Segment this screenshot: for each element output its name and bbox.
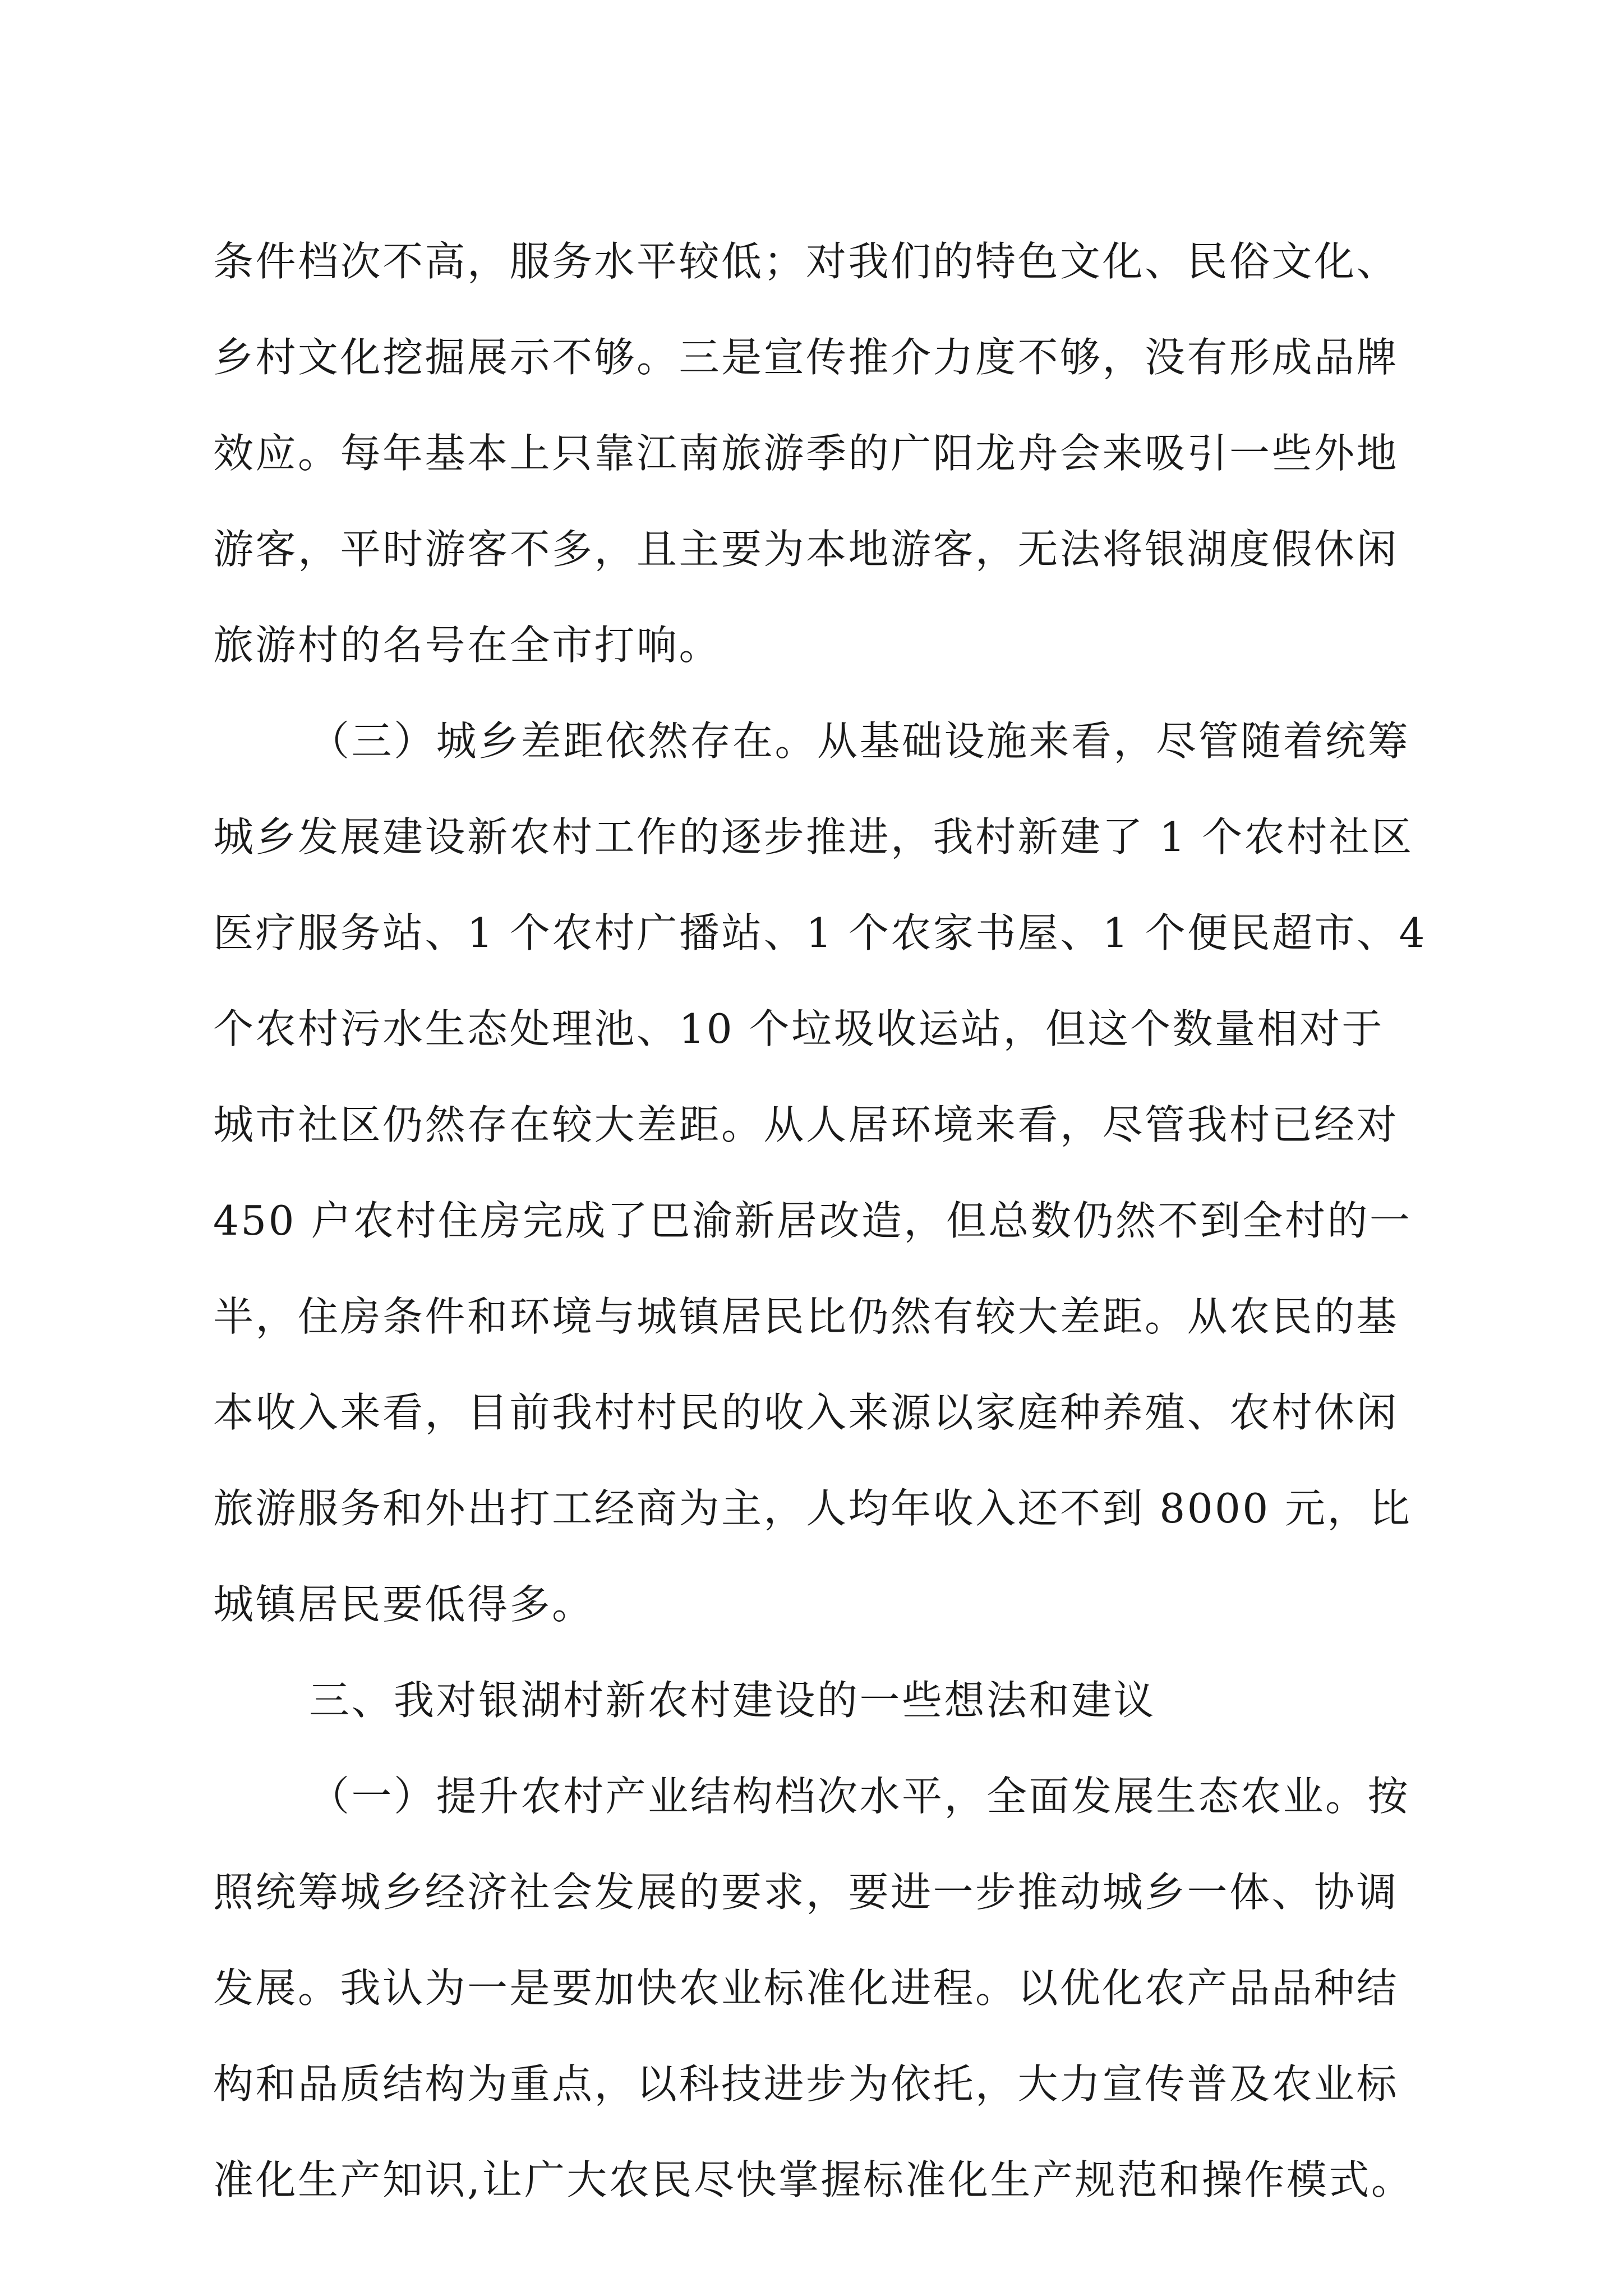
text-line: 个农村污水生态处理池、10 个垃圾收运站，但这个数量相对于 <box>213 1005 1385 1052</box>
text-line: 乡村文化挖掘展示不够。三是宣传推介力度不够，没有形成品牌 <box>213 334 1399 381</box>
text-line: 旅游服务和外出打工经商为主，人均年收入还不到 8000 元，比 <box>213 1485 1412 1532</box>
text-line: 准化生产知识,让广大农民尽快掌握标准化生产规范和操作模式。 <box>213 2156 1414 2203</box>
text-line: 城市社区仍然存在较大差距。从人居环境来看，尽管我村已经对 <box>213 1101 1399 1148</box>
paragraph-start-line: （三）城乡差距依然存在。从基础设施来看，尽管随着统筹 <box>309 717 1410 765</box>
text-line: 照统筹城乡经济社会发展的要求，要进一步推动城乡一体、协调 <box>213 1869 1399 1916</box>
text-line: 城乡发展建设新农村工作的逐步推进，我村新建了 1 个农村社区 <box>213 813 1414 861</box>
text-line: 旅游村的名号在全市打响。 <box>213 622 722 669</box>
text-line: 医疗服务站、1 个农村广播站、1 个农家书屋、1 个便民超市、4 <box>213 909 1427 956</box>
text-line: 发展。我认为一是要加快农业标准化进程。以优化农产品品种结 <box>213 1964 1399 2012</box>
text-line: 条件档次不高，服务水平较低；对我们的特色文化、民俗文化、 <box>213 238 1399 285</box>
section-heading: 三、我对银湖村新农村建设的一些想法和建议 <box>309 1677 1156 1724</box>
paragraph-start-line: （一）提升农村产业结构档次水平，全面发展生态农业。按 <box>309 1773 1410 1820</box>
text-line: 游客，平时游客不多，且主要为本地游客，无法将银湖度假休闲 <box>213 526 1399 573</box>
text-line: 构和品质结构为重点，以科技进步为依托，大力宣传普及农业标 <box>213 2060 1399 2108</box>
text-line: 城镇居民要低得多。 <box>213 1581 594 1628</box>
text-line: 450 户农村住房完成了巴渝新居改造，但总数仍然不到全村的一 <box>213 1197 1412 1244</box>
text-line: 效应。每年基本上只靠江南旅游季的广阳龙舟会来吸引一些外地 <box>213 430 1399 477</box>
text-line: 本收入来看，目前我村村民的收入来源以家庭种养殖、农村休闲 <box>213 1389 1399 1436</box>
text-line: 半，住房条件和环境与城镇居民比仍然有较大差距。从农民的基 <box>213 1293 1399 1340</box>
